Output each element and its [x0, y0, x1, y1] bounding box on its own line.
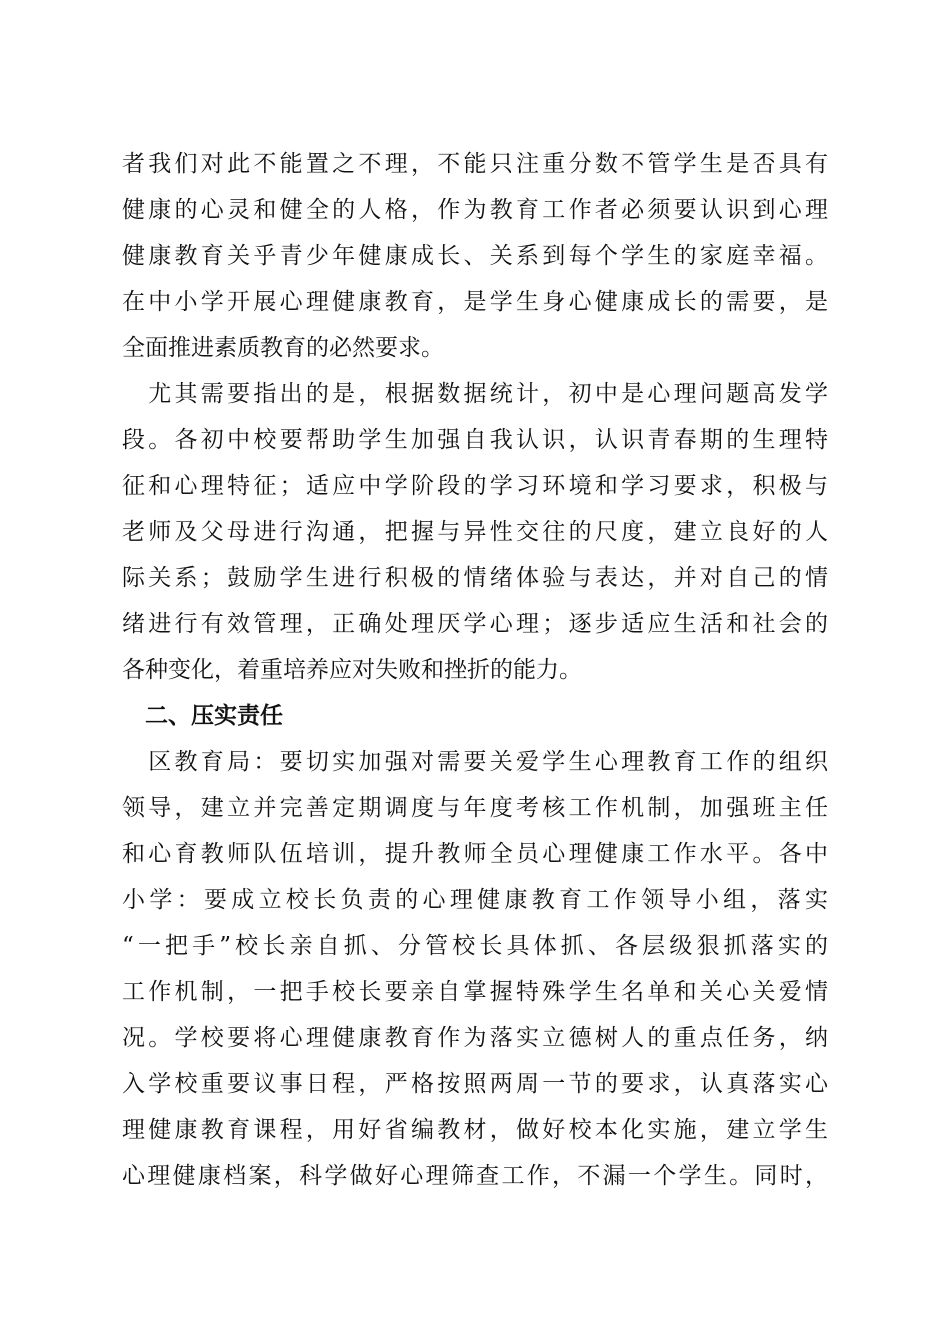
text-line: 绪进行有效管理，正确处理厌学心理；逐步适应生活和社会的	[122, 611, 828, 637]
text-line: 理健康教育课程，用好省编教材，做好校本化实施，建立学生	[122, 1117, 828, 1143]
text-line: 和心育教师队伍培训，提升教师全员心理健康工作水平。各中	[122, 841, 828, 867]
text-line: 各种变化，着重培养应对失败和挫折的能力。	[122, 657, 582, 683]
text-line: 入学校重要议事日程，严格按照两周一节的要求，认真落实心	[122, 1071, 828, 1097]
body-text	[122, 141, 828, 1199]
text-line: 领导，建立并完善定期调度与年度考核工作机制，加强班主任	[122, 795, 828, 821]
text-line: 际关系；鼓励学生进行积极的情绪体验与表达，并对自己的情	[122, 565, 828, 591]
text-line: 者我们对此不能置之不理，不能只注重分数不管学生是否具有	[122, 151, 828, 177]
text-line: 段。各初中校要帮助学生加强自我认识，认识青春期的生理特	[122, 427, 828, 453]
text-line: 全面推进素质教育的必然要求。	[122, 335, 444, 361]
text-line: 在中小学开展心理健康教育，是学生身心健康成长的需要，是	[122, 289, 828, 315]
text-line: 健康教育关乎青少年健康成长、关系到每个学生的家庭幸福。	[122, 243, 828, 269]
text-line: 心理健康档案，科学做好心理筛查工作，不漏一个学生。同时，	[122, 1163, 828, 1189]
text-line: “一把手”校长亲自抓、分管校长具体抓、各层级狠抓落实的	[122, 933, 828, 959]
text-line: 小学：要成立校长负责的心理健康教育工作领导小组，落实	[122, 887, 828, 913]
text-line: 区教育局：要切实加强对需要关爱学生心理教育工作的组织	[122, 749, 828, 775]
text-line: 工作机制，一把手校长要亲自掌握特殊学生名单和关心关爱情	[122, 979, 828, 1005]
text-line: 况。学校要将心理健康教育作为落实立德树人的重点任务，纳	[122, 1025, 828, 1051]
text-line: 老师及父母进行沟通，把握与异性交往的尺度，建立良好的人	[122, 519, 828, 545]
text-line: 尤其需要指出的是，根据数据统计，初中是心理问题高发学	[122, 381, 828, 407]
section-heading: 二、压实责任	[122, 703, 283, 729]
text-line: 征和心理特征；适应中学阶段的学习环境和学习要求，积极与	[122, 473, 828, 499]
text-line: 健康的心灵和健全的人格，作为教育工作者必须要认识到心理	[122, 197, 828, 223]
